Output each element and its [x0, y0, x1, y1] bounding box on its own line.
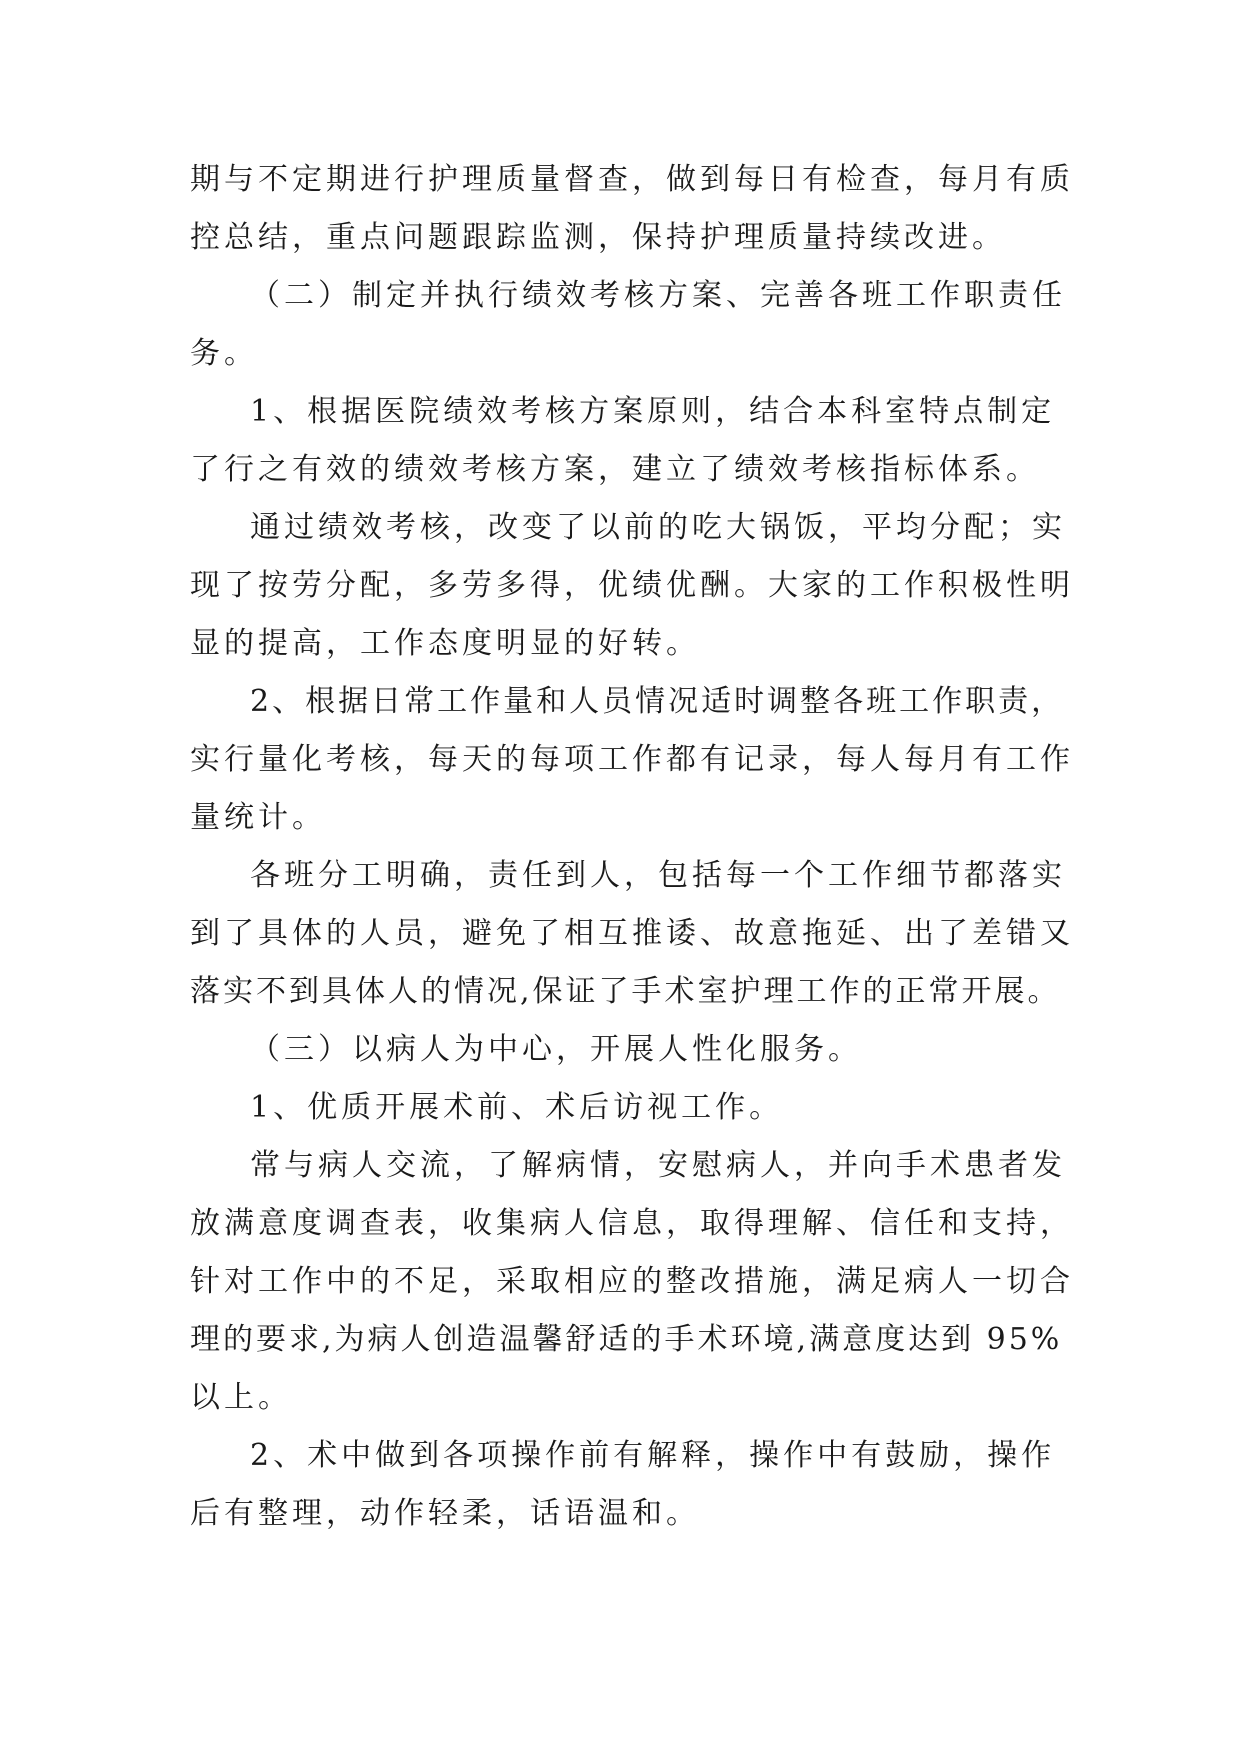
text-line: 2、根据日常工作量和人员情况适时调整各班工作职责，	[250, 684, 1065, 719]
text-line: 量统计。	[190, 800, 326, 835]
text-line: 1、优质开展术前、术后访视工作。	[250, 1090, 784, 1125]
text-line: 以上。	[190, 1380, 292, 1415]
text-line: 针对工作中的不足，采取相应的整改措施，满足病人一切合	[190, 1264, 1074, 1299]
text-line: 控总结，重点问题跟踪监测，保持护理质量持续改进。	[190, 220, 1006, 255]
text-line: 现了按劳分配，多劳多得，优绩优酬。大家的工作积极性明	[190, 568, 1074, 603]
section-heading-2: （二）制定并执行绩效考核方案、完善各班工作职责任	[250, 278, 1066, 313]
text-line: 通过绩效考核，改变了以前的吃大锅饭，平均分配；实	[250, 510, 1066, 545]
text-line: 到了具体的人员，避免了相互推诿、故意拖延、出了差错又	[190, 916, 1074, 951]
text-line: 放满意度调查表，收集病人信息，取得理解、信任和支持，	[190, 1206, 1074, 1241]
text-line: 1、根据医院绩效考核方案原则，结合本科室特点制定	[250, 394, 1056, 429]
text-line: 落实不到具体人的情况,保证了手术室护理工作的正常开展。	[190, 974, 1061, 1009]
text-line: 期与不定期进行护理质量督查，做到每日有检查，每月有质	[190, 162, 1074, 197]
text-line: 实行量化考核，每天的每项工作都有记录，每人每月有工作	[190, 742, 1074, 777]
text-line: 常与病人交流，了解病情，安慰病人，并向手术患者发	[250, 1148, 1066, 1183]
text-line: 后有整理，动作轻柔，话语温和。	[190, 1496, 700, 1531]
text-line: 了行之有效的绩效考核方案，建立了绩效考核指标体系。	[190, 452, 1040, 487]
text-line: 各班分工明确，责任到人，包括每一个工作细节都落实	[250, 858, 1066, 893]
text-line: 理的要求,为病人创造温馨舒适的手术环境,满意度达到 95%	[190, 1322, 1063, 1357]
text-line: 务。	[190, 336, 258, 371]
document-body	[190, 151, 1074, 1543]
text-line: 2、术中做到各项操作前有解释，操作中有鼓励，操作	[250, 1438, 1056, 1473]
text-line: 显的提高，工作态度明显的好转。	[190, 626, 700, 661]
section-heading-3: （三）以病人为中心，开展人性化服务。	[250, 1032, 862, 1067]
